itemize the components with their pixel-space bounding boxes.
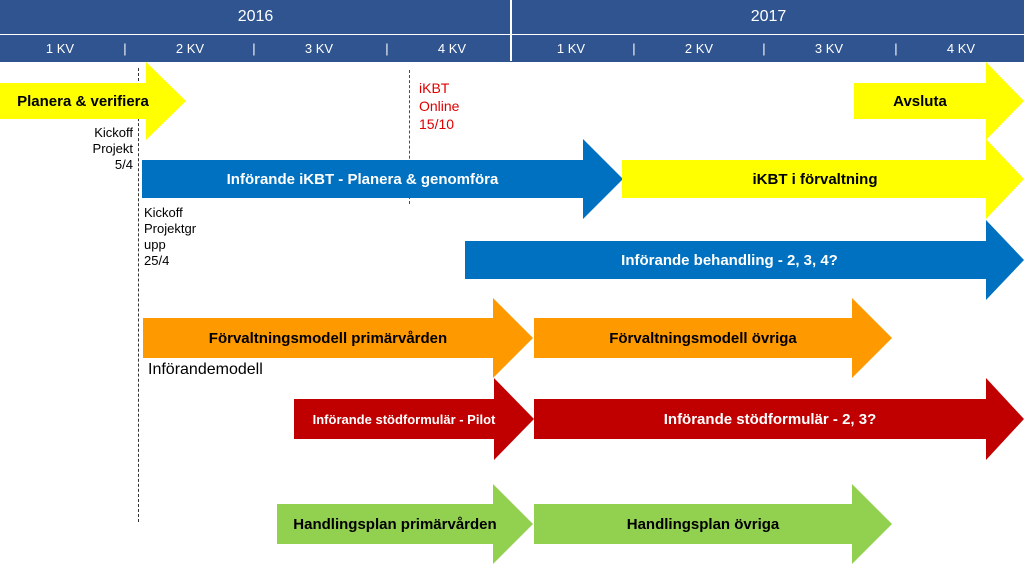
quarter-header (0, 34, 1024, 62)
quarter-separator: | (762, 41, 766, 56)
arrow-ikbt-forvaltning (622, 139, 1024, 219)
arrow-label: Förvaltningsmodell övriga (609, 329, 797, 347)
quarter-separator: | (894, 41, 898, 56)
quarter-separator: | (632, 41, 636, 56)
quarter-separator: | (385, 41, 389, 56)
arrow-label: Införande behandling - 2, 3, 4? (621, 251, 838, 269)
arrow-label: Handlingsplan primärvården (293, 515, 497, 533)
kickoff-projekt-note: Kickoff Projekt 5/4 (92, 125, 133, 172)
arrow-stodformular-23 (534, 378, 1024, 460)
arrow-label: Handlingsplan övriga (626, 515, 780, 533)
arrow-handlingsplan-ovriga (534, 484, 892, 564)
quarter-2017-q3: 3 KV (814, 41, 844, 56)
arrow-forvaltningsmodell-ovriga (534, 298, 892, 378)
quarter-2016-q2: 2 KV (175, 41, 205, 56)
year-header (0, 0, 1024, 34)
arrow-stodformular-pilot (294, 378, 534, 460)
arrow-label: Förvaltningsmodell primärvården (208, 329, 448, 347)
arrow-label: iKBT i förvaltning (752, 170, 878, 188)
year-2017: 2017 (750, 8, 787, 25)
arrow-label: Införande stödformulär - 2, 3? (663, 410, 877, 428)
quarter-2016-q1: 1 KV (45, 41, 75, 56)
arrow-handlingsplan-primarvarden (277, 484, 533, 564)
arrow-label: Avsluta (893, 92, 947, 110)
year-2016: 2016 (237, 8, 274, 25)
arrow-avsluta (854, 62, 1024, 140)
kickoff-projektgrupp-note: Kickoff Projektgr upp 25/4 (144, 205, 197, 268)
quarter-2017-q2: 2 KV (684, 41, 714, 56)
quarter-separator: | (252, 41, 256, 56)
arrow-label: Införande iKBT - Planera & genomföra (226, 170, 499, 188)
arrow-label: Planera & verifiera (17, 92, 149, 110)
quarter-2016-q3: 3 KV (304, 41, 334, 56)
arrow-inforande-behandling (465, 220, 1024, 300)
inforandemodell-note: Införandemodell (148, 361, 263, 378)
quarter-separator: | (123, 41, 127, 56)
quarter-2017-q1: 1 KV (556, 41, 586, 56)
quarter-2016-q4: 4 KV (437, 41, 467, 56)
arrow-label: Införande stödformulär - Pilot (312, 411, 496, 427)
year-divider (510, 0, 512, 61)
quarter-2017-q4: 4 KV (946, 41, 976, 56)
ikbt-online-note: iKBT Online 15/10 (419, 80, 460, 132)
